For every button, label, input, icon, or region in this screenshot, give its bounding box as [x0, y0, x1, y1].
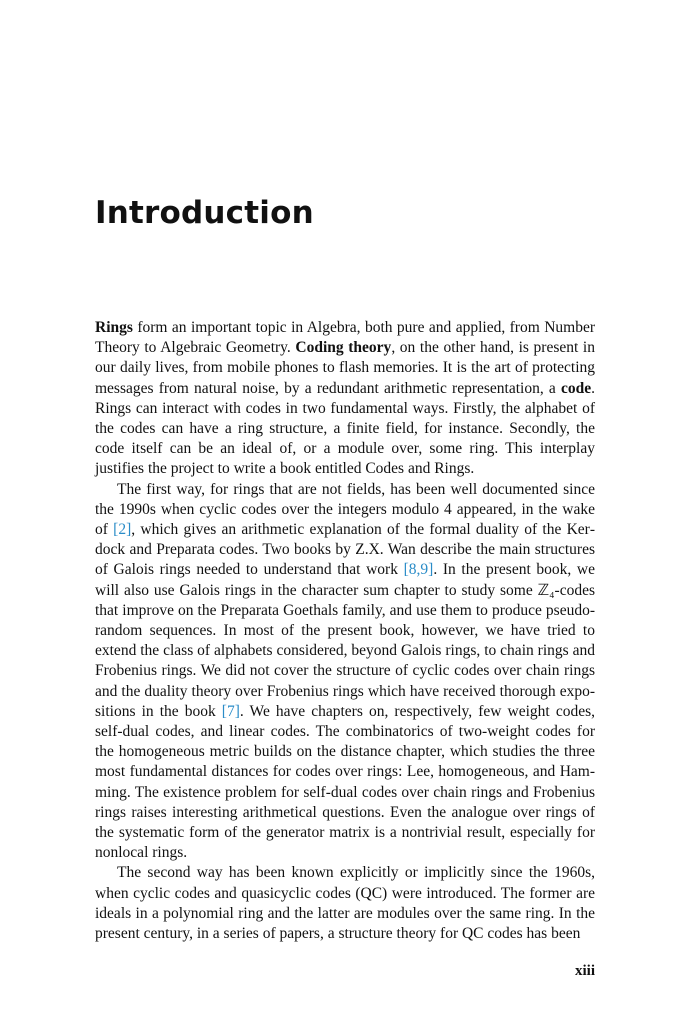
paragraph-3-text-1: The second way has been known explicitly or implicitly since the 1960s, when cyclic codes and quasicyclic codes (QC) were introduced. The former are ideals in a polynomial ring and the latter are modules over the same ring. In the present century, in a series of papers, a structure theory for QC codes has been	[95, 864, 595, 943]
paragraph-3	[95, 863, 595, 944]
paragraph-2-text-2: , which gives an arithmetic explanation of the formal duality of the Kerdock and Preparata codes. Two books by Z.X. Wan describe the main structures of Galois rings needed to understand that work	[95, 521, 595, 579]
paragraph-2-text-1: The first way, for rings that are not fields, has been well documented since the 1990s when cyclic codes over the integers modulo 4 appeared, in the wake of	[95, 480, 595, 539]
paragraph-1	[95, 318, 595, 480]
page-number: xiii	[574, 963, 595, 979]
paragraph-1-text-3: . Rings can interact with codes in two fundamental ways. Firstly, the alphabet of the codes can have a ring structure, a finite field, for instance. Secondly, the code itself can be an ideal of, or a module over, some ring. This interplay justifies the project to write a book entitled Codes and Rings.	[95, 379, 595, 478]
bold-term-rings: Rings	[95, 319, 133, 336]
citation-link-8-9[interactable]: [8,9]	[403, 561, 434, 579]
bold-term-code: code	[560, 379, 592, 397]
paragraph-2-text-3: . In the present book, we will also use Galois rings in the character sum chapter to study some ℤ₄-codes that improve on the Preparata Goethals family, and use them to produce pseudorandom sequences. In most of the present book, however, we have tried to extend the class of alphabets considered, beyond Galois rings, to chain rings and Frobenius rings. We did not cover the structure of cyclic codes over chain rings and the duality theory over Frobenius rings which have received thorough expositions in the book	[95, 561, 595, 720]
paragraph-2-text-4: . We have chapters on, respectively, few weight codes, self-dual codes, and linear codes. The combinatorics of two-weight codes for the homogeneous metric builds on the distance chapter, which studies the three most fundamental distances for codes over rings: Lee, homogeneous, and Hamming. The existence problem for self-dual codes over chain rings and Frobenius rings raises interesting arithmetical questions. Even the analogue over rings of the systematic form of the generator matrix is a nontrivial result, especially for nonlocal rings.	[95, 702, 595, 862]
citation-link-2[interactable]: [2]	[113, 521, 132, 539]
body-text	[95, 318, 595, 944]
chapter-title: Introduction	[95, 195, 314, 231]
paragraph-2	[95, 480, 595, 864]
citation-link-7[interactable]: [7]	[221, 702, 240, 720]
paragraph-1-text-1: form an important topic in Algebra, both pure and applied, from Number Theory to Algebraic Geometry.	[95, 319, 595, 357]
paragraph-1-text-2: , on the other hand, is present in our daily lives, from mobile phones to flash memories. It is the art of protecting messages from natural noise, by a redundant arithmetic representation, a	[95, 339, 595, 397]
bold-term-coding-theory: Coding theory	[295, 339, 392, 357]
